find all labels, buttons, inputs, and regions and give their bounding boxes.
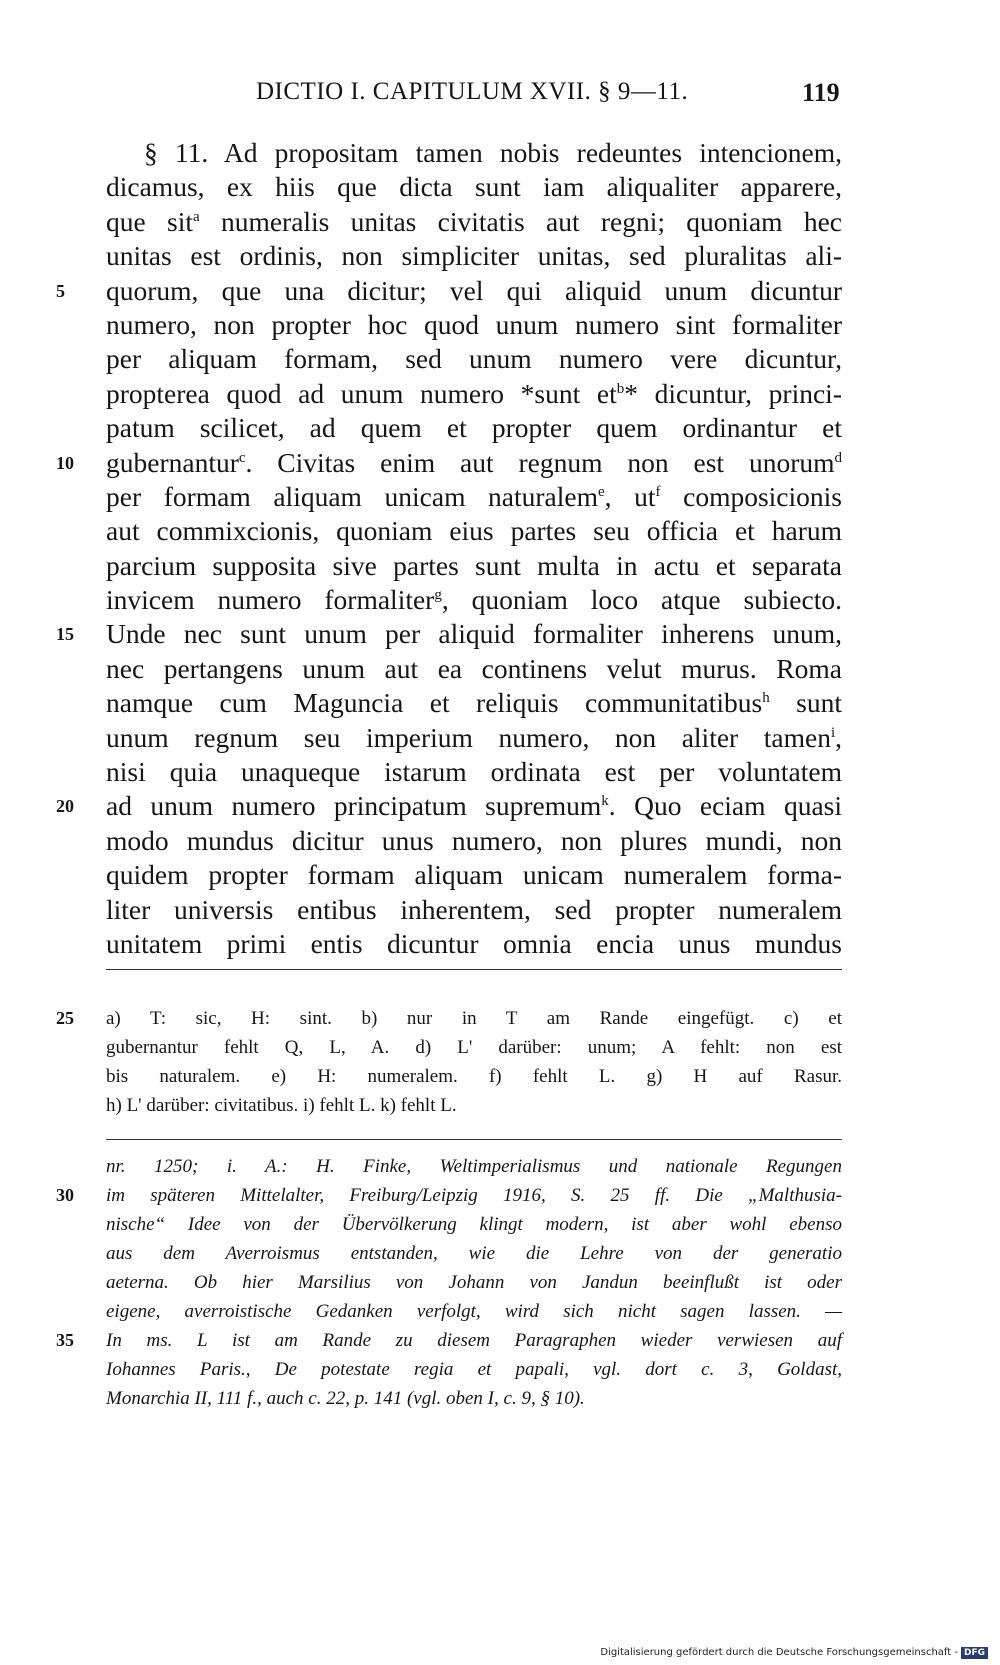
text-segment: nisi quia unaqueque istarum ordinata est per voluntatem (106, 756, 842, 788)
text-line (106, 858, 842, 892)
running-header (0, 78, 1000, 118)
apparatus-line (106, 1062, 842, 1091)
text-segment: quidem propter formam aliquam unicam numeralem forma- (106, 859, 842, 891)
text-segment: propterea quod ad unum numero *sunt et (106, 377, 617, 409)
text-line (106, 549, 842, 583)
line-text (106, 686, 842, 720)
text-segment: a) T: sic, H: sint. b) nur in T am Rande eingefügt. c) et (106, 1008, 842, 1029)
footnote-marker: f (655, 483, 661, 500)
line-text (106, 1152, 842, 1181)
footnote-marker: i (830, 724, 836, 741)
text-segment: , (835, 721, 842, 753)
text-line (106, 170, 842, 204)
text-line (106, 721, 842, 755)
digitization-footer (600, 1647, 988, 1659)
apparatus-divider (106, 969, 842, 970)
line-text (106, 1268, 842, 1297)
text-segment: aus dem Averroismus entstanden, wie die Lehre von der generatio (106, 1243, 842, 1264)
line-text (106, 1239, 842, 1268)
commentary-line (106, 1384, 842, 1413)
commentary-line (106, 1355, 842, 1384)
text-segment: per formam aliquam unicam naturalem (106, 480, 598, 512)
line-number: 15 (56, 624, 74, 645)
text-segment: modo mundus dicitur unus numero, non plures mundi, non (106, 824, 842, 856)
footnote-marker: e (598, 483, 605, 500)
text-segment: numero, non propter hoc quod unum numero sint formaliter (106, 308, 842, 340)
line-text (106, 1326, 842, 1355)
apparatus-line (56, 1004, 842, 1033)
line-text (106, 1181, 842, 1210)
text-line (56, 274, 842, 308)
text-segment: aeterna. Ob hier Marsilius von Johann von Jandun beeinflußt ist oder (106, 1272, 842, 1293)
text-line (106, 755, 842, 789)
line-text (106, 1384, 842, 1413)
text-segment: dicamus, ex hiis que dicta sunt iam aliqualiter apparere, (106, 171, 842, 203)
line-text (106, 239, 842, 273)
line-number: 35 (56, 1330, 74, 1350)
page-number: 119 (802, 78, 840, 107)
critical-apparatus (56, 1004, 842, 1120)
line-text (106, 274, 842, 308)
footnote-marker: h (762, 690, 770, 707)
line-number: 30 (56, 1185, 74, 1205)
footnote-marker: d (834, 449, 842, 466)
text-segment: ad unum numero principatum supremum (106, 790, 602, 822)
line-text (106, 514, 842, 548)
line-text (106, 549, 842, 583)
line-text (106, 583, 842, 617)
text-line (106, 652, 842, 686)
text-line (56, 446, 842, 480)
text-line (106, 480, 842, 514)
running-title: DICTIO I. CAPITULUM XVII. § 9—11. (256, 78, 689, 105)
text-segment: . Civitas enim aut regnum non est unorum (245, 446, 835, 478)
text-segment: im späteren Mittelalter, Freiburg/Leipzig 1916, S. 25 ff. Die „Malthusia- (106, 1185, 842, 1206)
line-number: 5 (56, 280, 65, 301)
text-segment: sunt (769, 687, 843, 719)
dfg-logo: DFG (961, 1647, 988, 1659)
commentary-line (106, 1239, 842, 1268)
text-segment: unitatem primi entis dicuntur omnia encia unus mundus (106, 927, 842, 959)
line-text (106, 1355, 842, 1384)
line-text (106, 170, 842, 204)
line-text (106, 617, 842, 651)
footnote-marker: a (192, 208, 200, 225)
text-segment: gubernantur (106, 446, 239, 478)
line-text (106, 824, 842, 858)
text-line (106, 205, 842, 239)
line-text (106, 1062, 842, 1091)
line-text (106, 411, 842, 445)
line-text (106, 205, 842, 239)
text-segment: unitas est ordinis, non simpliciter unitas, sed pluralitas ali- (106, 240, 842, 272)
text-segment: Monarchia II, 111 f., auch c. 22, p. 141 (vgl. oben I, c. 9, § 10). (106, 1388, 585, 1409)
line-text (106, 136, 842, 170)
text-segment: . Quo eciam quasi (608, 790, 843, 822)
line-text (106, 480, 842, 514)
line-text (106, 652, 842, 686)
text-segment: nische“ Idee von der Übervölkerung klingt modern, ist aber wohl ebenso (106, 1214, 842, 1235)
text-segment: Unde nec sunt unum per aliquid formaliter inherens unum, (106, 618, 842, 650)
line-text (106, 1210, 842, 1239)
line-number: 20 (56, 796, 74, 817)
text-segment: quorum, que una dicitur; vel qui aliquid unum dicuntur (106, 274, 842, 306)
text-segment: per aliquam formam, sed unum numero vere dicuntur, (106, 343, 842, 375)
commentary-line (106, 1297, 842, 1326)
text-line (106, 342, 842, 376)
text-segment: gubernantur fehlt Q, L, A. d) L' darüber: unum; A fehlt: non est (106, 1037, 842, 1058)
line-text (106, 377, 842, 411)
commentary-divider (106, 1139, 842, 1140)
text-segment: bis naturalem. e) H: numeralem. f) fehlt L. g) H auf Rasur. (106, 1066, 842, 1087)
line-text (106, 446, 842, 480)
apparatus-line (106, 1091, 842, 1120)
line-text (106, 1297, 842, 1326)
text-segment: aut commixcionis, quoniam eius partes seu officia et harum (106, 515, 842, 547)
line-text (106, 342, 842, 376)
text-line (56, 617, 842, 651)
text-segment: parcium supposita sive partes sunt multa in actu et separata (106, 549, 842, 581)
text-line (106, 136, 842, 170)
text-segment: liter universis entibus inherentem, sed propter numeralem (106, 893, 842, 925)
commentary-line (106, 1268, 842, 1297)
line-text (106, 858, 842, 892)
text-segment: eigene, averroistische Gedanken verfolgt, wird sich nicht sagen lassen. — (106, 1301, 842, 1322)
text-line (106, 893, 842, 927)
commentary-notes (56, 1152, 842, 1413)
line-text (106, 789, 842, 823)
text-line (106, 824, 842, 858)
line-text (106, 927, 842, 961)
text-segment: composicionis (660, 480, 842, 512)
line-text (106, 308, 842, 342)
text-line (106, 377, 842, 411)
line-text (106, 755, 842, 789)
text-segment: patum scilicet, ad quem et propter quem ordinantur et (106, 412, 842, 444)
commentary-line (106, 1152, 842, 1181)
footer-text: Digitalisierung gefördert durch die Deutsche Forschungsgemeinschaft - (600, 1647, 958, 1658)
text-segment: * dicuntur, princi- (624, 377, 842, 409)
text-line (106, 411, 842, 445)
text-segment: nr. 1250; i. A.: H. Finke, Weltimperialismus und nationale Regungen (106, 1156, 842, 1177)
text-line (106, 583, 842, 617)
text-line (106, 686, 842, 720)
text-segment: unum regnum seu imperium numero, non aliter tamen (106, 721, 831, 753)
text-segment: , ut (604, 480, 656, 512)
main-text (56, 136, 843, 961)
text-segment: invicem numero formaliter (106, 584, 435, 616)
text-segment: que sit (106, 205, 193, 237)
text-line (106, 308, 842, 342)
commentary-line (56, 1181, 842, 1210)
commentary-line (56, 1326, 842, 1355)
commentary-line (106, 1210, 842, 1239)
footnote-marker: g (434, 587, 442, 604)
footnote-marker: c (238, 449, 246, 466)
line-number: 25 (56, 1008, 74, 1028)
line-text (106, 1091, 842, 1120)
line-text (106, 893, 842, 927)
text-line (106, 514, 842, 548)
footnote-marker: b (616, 380, 625, 397)
text-segment: § 11. Ad propositam tamen nobis redeuntes intencionem, (144, 137, 842, 168)
text-segment: h) L' darüber: civitatibus. i) fehlt L. k) fehlt L. (106, 1095, 457, 1116)
text-segment: nec pertangens unum aut ea continens velut murus. Roma (106, 652, 842, 684)
line-text (106, 1033, 842, 1062)
text-line (106, 927, 842, 961)
text-segment: namque cum Maguncia et reliquis communitatibus (106, 687, 763, 719)
footnote-marker: k (601, 793, 609, 810)
line-text (106, 721, 842, 755)
text-segment: Iohannes Paris., De potestate regia et papali, vgl. dort c. 3, Goldast, (106, 1359, 842, 1380)
text-segment: numeralis unitas civitatis aut regni; quoniam hec (199, 205, 842, 237)
text-line (106, 239, 842, 273)
text-segment: , quoniam loco atque subiecto. (441, 584, 842, 616)
line-text (106, 1004, 842, 1033)
text-segment: In ms. L ist am Rande zu diesem Paragraphen wieder verwiesen auf (106, 1330, 842, 1351)
text-line (56, 789, 843, 823)
line-number: 10 (56, 452, 74, 473)
apparatus-line (106, 1033, 842, 1062)
